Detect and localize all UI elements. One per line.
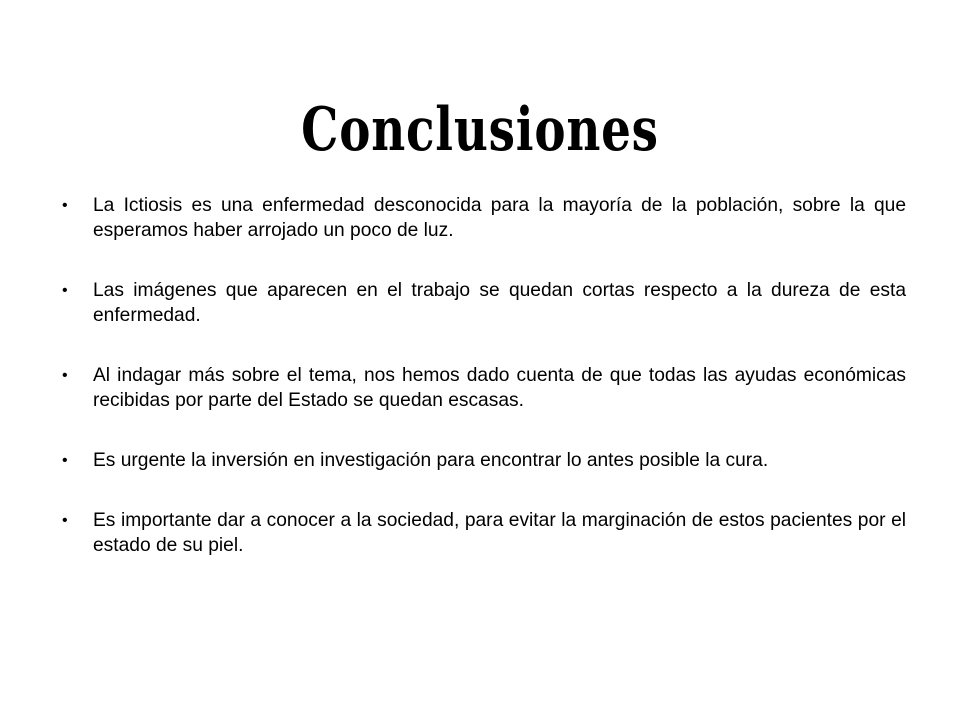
bullet-text: Es urgente la inversión en investigación para encontrar lo antes posible la cura. <box>93 450 769 471</box>
bullet-text: Es importante dar a conocer a la sociedad, para evitar la marginación de estos pacientes por el estado de su piel. <box>93 510 906 556</box>
bullet-marker: • <box>62 197 68 214</box>
bullet-marker: • <box>62 367 68 384</box>
bullet-text: Las imágenes que aparecen en el trabajo se quedan cortas respecto a la dureza de esta enfermedad. <box>93 280 906 326</box>
bullet-list <box>62 193 906 593</box>
bullet-marker: • <box>62 512 68 529</box>
bullet-text: Al indagar más sobre el tema, nos hemos dado cuenta de que todas las ayudas económicas recibidas por parte del Estado se quedan escasas. <box>93 365 906 411</box>
bullet-item <box>62 193 906 243</box>
bullet-text: La Ictiosis es una enfermedad desconocida para la mayoría de la población, sobre la que esperamos haber arrojado un poco de luz. <box>93 195 906 241</box>
bullet-item <box>62 508 906 558</box>
bullet-marker: • <box>62 452 68 469</box>
bullet-item <box>62 363 906 413</box>
bullet-item <box>62 448 906 473</box>
bullet-item <box>62 278 906 328</box>
slide-title: Conclusiones <box>301 95 659 166</box>
bullet-marker: • <box>62 282 68 299</box>
